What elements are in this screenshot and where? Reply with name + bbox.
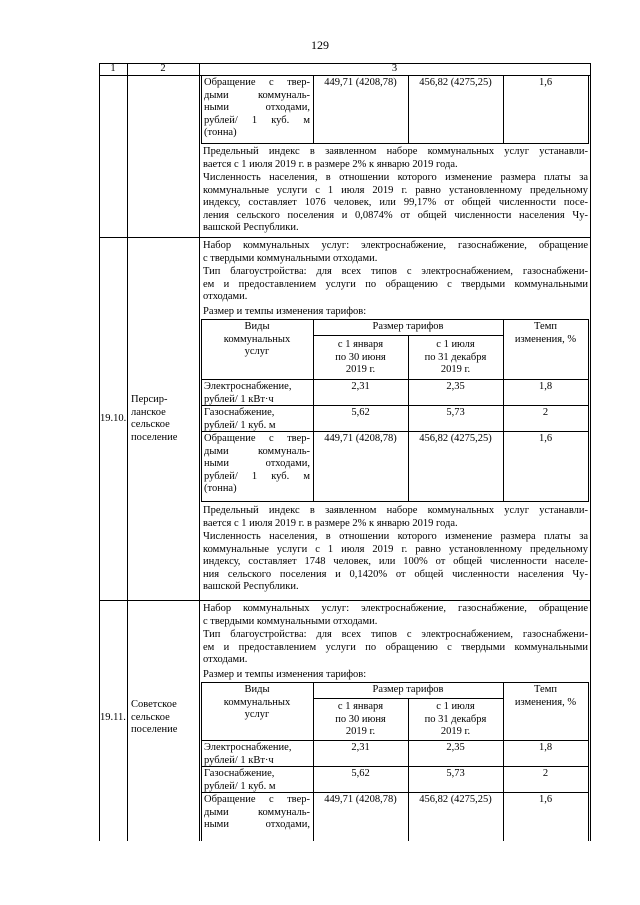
t1911-rate-header: Темп изменения, % [514, 684, 577, 708]
t1910-gas-v1: 5,62 [351, 407, 370, 418]
t1911-row-gas: Газоснабжение, рублей/ 1 куб. м [204, 768, 276, 792]
t1910-h-bottom [201, 379, 589, 380]
t1911-waste-v2: 456,82 (4275,25) [419, 794, 492, 805]
col1-col2-divider [127, 63, 128, 841]
t1910-tariff-header: Размер тарифов [372, 321, 444, 332]
t1911-top [201, 682, 589, 683]
settlement-name-1911: Советское сельское поселение [131, 699, 178, 735]
t1911-electric-v3: 1,8 [538, 742, 553, 753]
t1910-row-waste: Обращение с твер- дыми коммуналь- ными отходами, рублей/ 1 куб. м (тонна) [204, 433, 310, 494]
top-index-paragraph: Предельный индекс в заявленном наборе коммунальных услуг устанавли- вается с 1 июля 2019 г. в размере 2% к январю 2019 года. [203, 146, 588, 170]
t1910-rate-header: Темп изменения, % [514, 321, 577, 345]
t1911-jan-header: с 1 января по 30 июня 2019 г. [335, 701, 386, 737]
row-number-1911: 19.11. [100, 712, 126, 723]
t1910-waste-v1: 449,71 (4208,78) [324, 433, 397, 444]
t1910-electric-v3: 1,8 [538, 381, 553, 392]
top-waste-v3: 1,6 [538, 77, 553, 88]
t1911-waste-v3: 1,6 [538, 794, 553, 805]
top-inner-left [201, 75, 202, 143]
row-1910-top-border [99, 237, 591, 238]
t1910-kinds-header: Виды коммунальных услуг [223, 321, 291, 357]
t1910-gas-v3: 2 [542, 407, 549, 418]
top-waste-v2: 456,82 (4275,25) [419, 77, 492, 88]
header-col3: 3 [391, 63, 398, 74]
t1911-electric-v2: 2,35 [446, 742, 465, 753]
population-paragraph-1910: Численность населения, в отношении которого изменение размера платы за коммунальные услуги с 1 июля 2019 г. равно установленному предельному индексу, составляет 1748 человек, или 100% от общей численности населе- ния сельского поселения и 0,1420% от общей численности населения Чу- вашской Республики. [203, 531, 588, 592]
row-1911-top-border [99, 600, 591, 601]
row-number-1910: 19.10. [100, 413, 127, 424]
t1910-jul-header: с 1 июля по 31 декабря 2019 г. [424, 339, 487, 375]
amenity-type-1910: Тип благоустройства: для всех типов с электроснабжением, газоснабжени- ем и предоставлением услуги по обращению с твердыми коммунальными отходами. [203, 266, 588, 302]
t1910-electric-v1: 2,31 [351, 381, 370, 392]
t1911-gas-v2: 5,73 [446, 768, 465, 779]
t1911-row-electric: Электроснабжение, рублей/ 1 кВт·ч [204, 742, 292, 766]
t1911-h-bottom [201, 740, 589, 741]
t1911-gas-v3: 2 [542, 768, 549, 779]
t1911-row-waste: Обращение с твер- дыми коммуналь- ными отходами, [204, 794, 310, 830]
table-right-border [590, 63, 591, 841]
t1910-waste-v3: 1,6 [538, 433, 553, 444]
t1911-right [588, 682, 589, 841]
t1910-waste-v2: 456,82 (4275,25) [419, 433, 492, 444]
top-inner-bottom [201, 143, 589, 144]
t1910-row-gas: Газоснабжение, рублей/ 1 куб. м [204, 407, 276, 431]
top-waste-name: Обращение с твер- дыми коммуналь- ными отходами, рублей/ 1 куб. м (тонна) [204, 77, 310, 138]
header-col1: 1 [110, 63, 116, 74]
t1910-jan-header: с 1 января по 30 июня 2019 г. [335, 339, 386, 375]
t1911-tariff-header: Размер тарифов [372, 684, 444, 695]
tariff-size-label-1911: Размер и темпы изменения тарифов: [203, 669, 367, 680]
services-set-1911: Набор коммунальных услуг: электроснабжение, газоснабжение, обращение с твердыми коммунальными отходами. [203, 603, 588, 627]
top-population-paragraph: Численность населения, в отношении которого изменение размера платы за коммунальные услуги с 1 июля 2019 г. равно установленному предельному индексу, составляет 1076 человек, или 99,17% от общей численности посе- ления сельского поселения и 0,0874% от общей численности населения Чу- вашской Республики. [203, 172, 588, 233]
index-paragraph-1910: Предельный индекс в заявленном наборе коммунальных услуг устанавли- вается с 1 июля 2019 г. в размере 2% к январю 2019 года. [203, 505, 588, 529]
t1911-gas-v1: 5,62 [351, 768, 370, 779]
col2-col3-divider [199, 63, 200, 841]
t1911-electric-v1: 2,31 [351, 742, 370, 753]
page-number: 129 [311, 38, 329, 52]
t1910-bottom [201, 501, 589, 502]
settlement-name-1910: Персир- ланское сельское поселение [131, 394, 178, 443]
top-inner-right [588, 75, 589, 143]
t1910-electric-v2: 2,35 [446, 381, 465, 392]
amenity-type-1911: Тип благоустройства: для всех типов с электроснабжением, газоснабжени- ем и предоставлением услуги по обращению с твердыми коммунальными отходами. [203, 629, 588, 665]
t1911-kinds-header: Виды коммунальных услуг [223, 684, 291, 720]
services-set-1910: Набор коммунальных услуг: электроснабжение, газоснабжение, обращение с твердыми коммунальными отходами. [203, 240, 588, 264]
t1910-right [588, 319, 589, 501]
t1911-jul-header: с 1 июля по 31 декабря 2019 г. [424, 701, 487, 737]
t1910-row-electric: Электроснабжение, рублей/ 1 кВт·ч [204, 381, 292, 405]
top-waste-v1: 449,71 (4208,78) [324, 77, 397, 88]
tariff-size-label-1910: Размер и темпы изменения тарифов: [203, 306, 367, 317]
t1911-waste-v1: 449,71 (4208,78) [324, 794, 397, 805]
t1910-gas-v2: 5,73 [446, 407, 465, 418]
t1910-top [201, 319, 589, 320]
header-col2: 2 [160, 63, 166, 74]
